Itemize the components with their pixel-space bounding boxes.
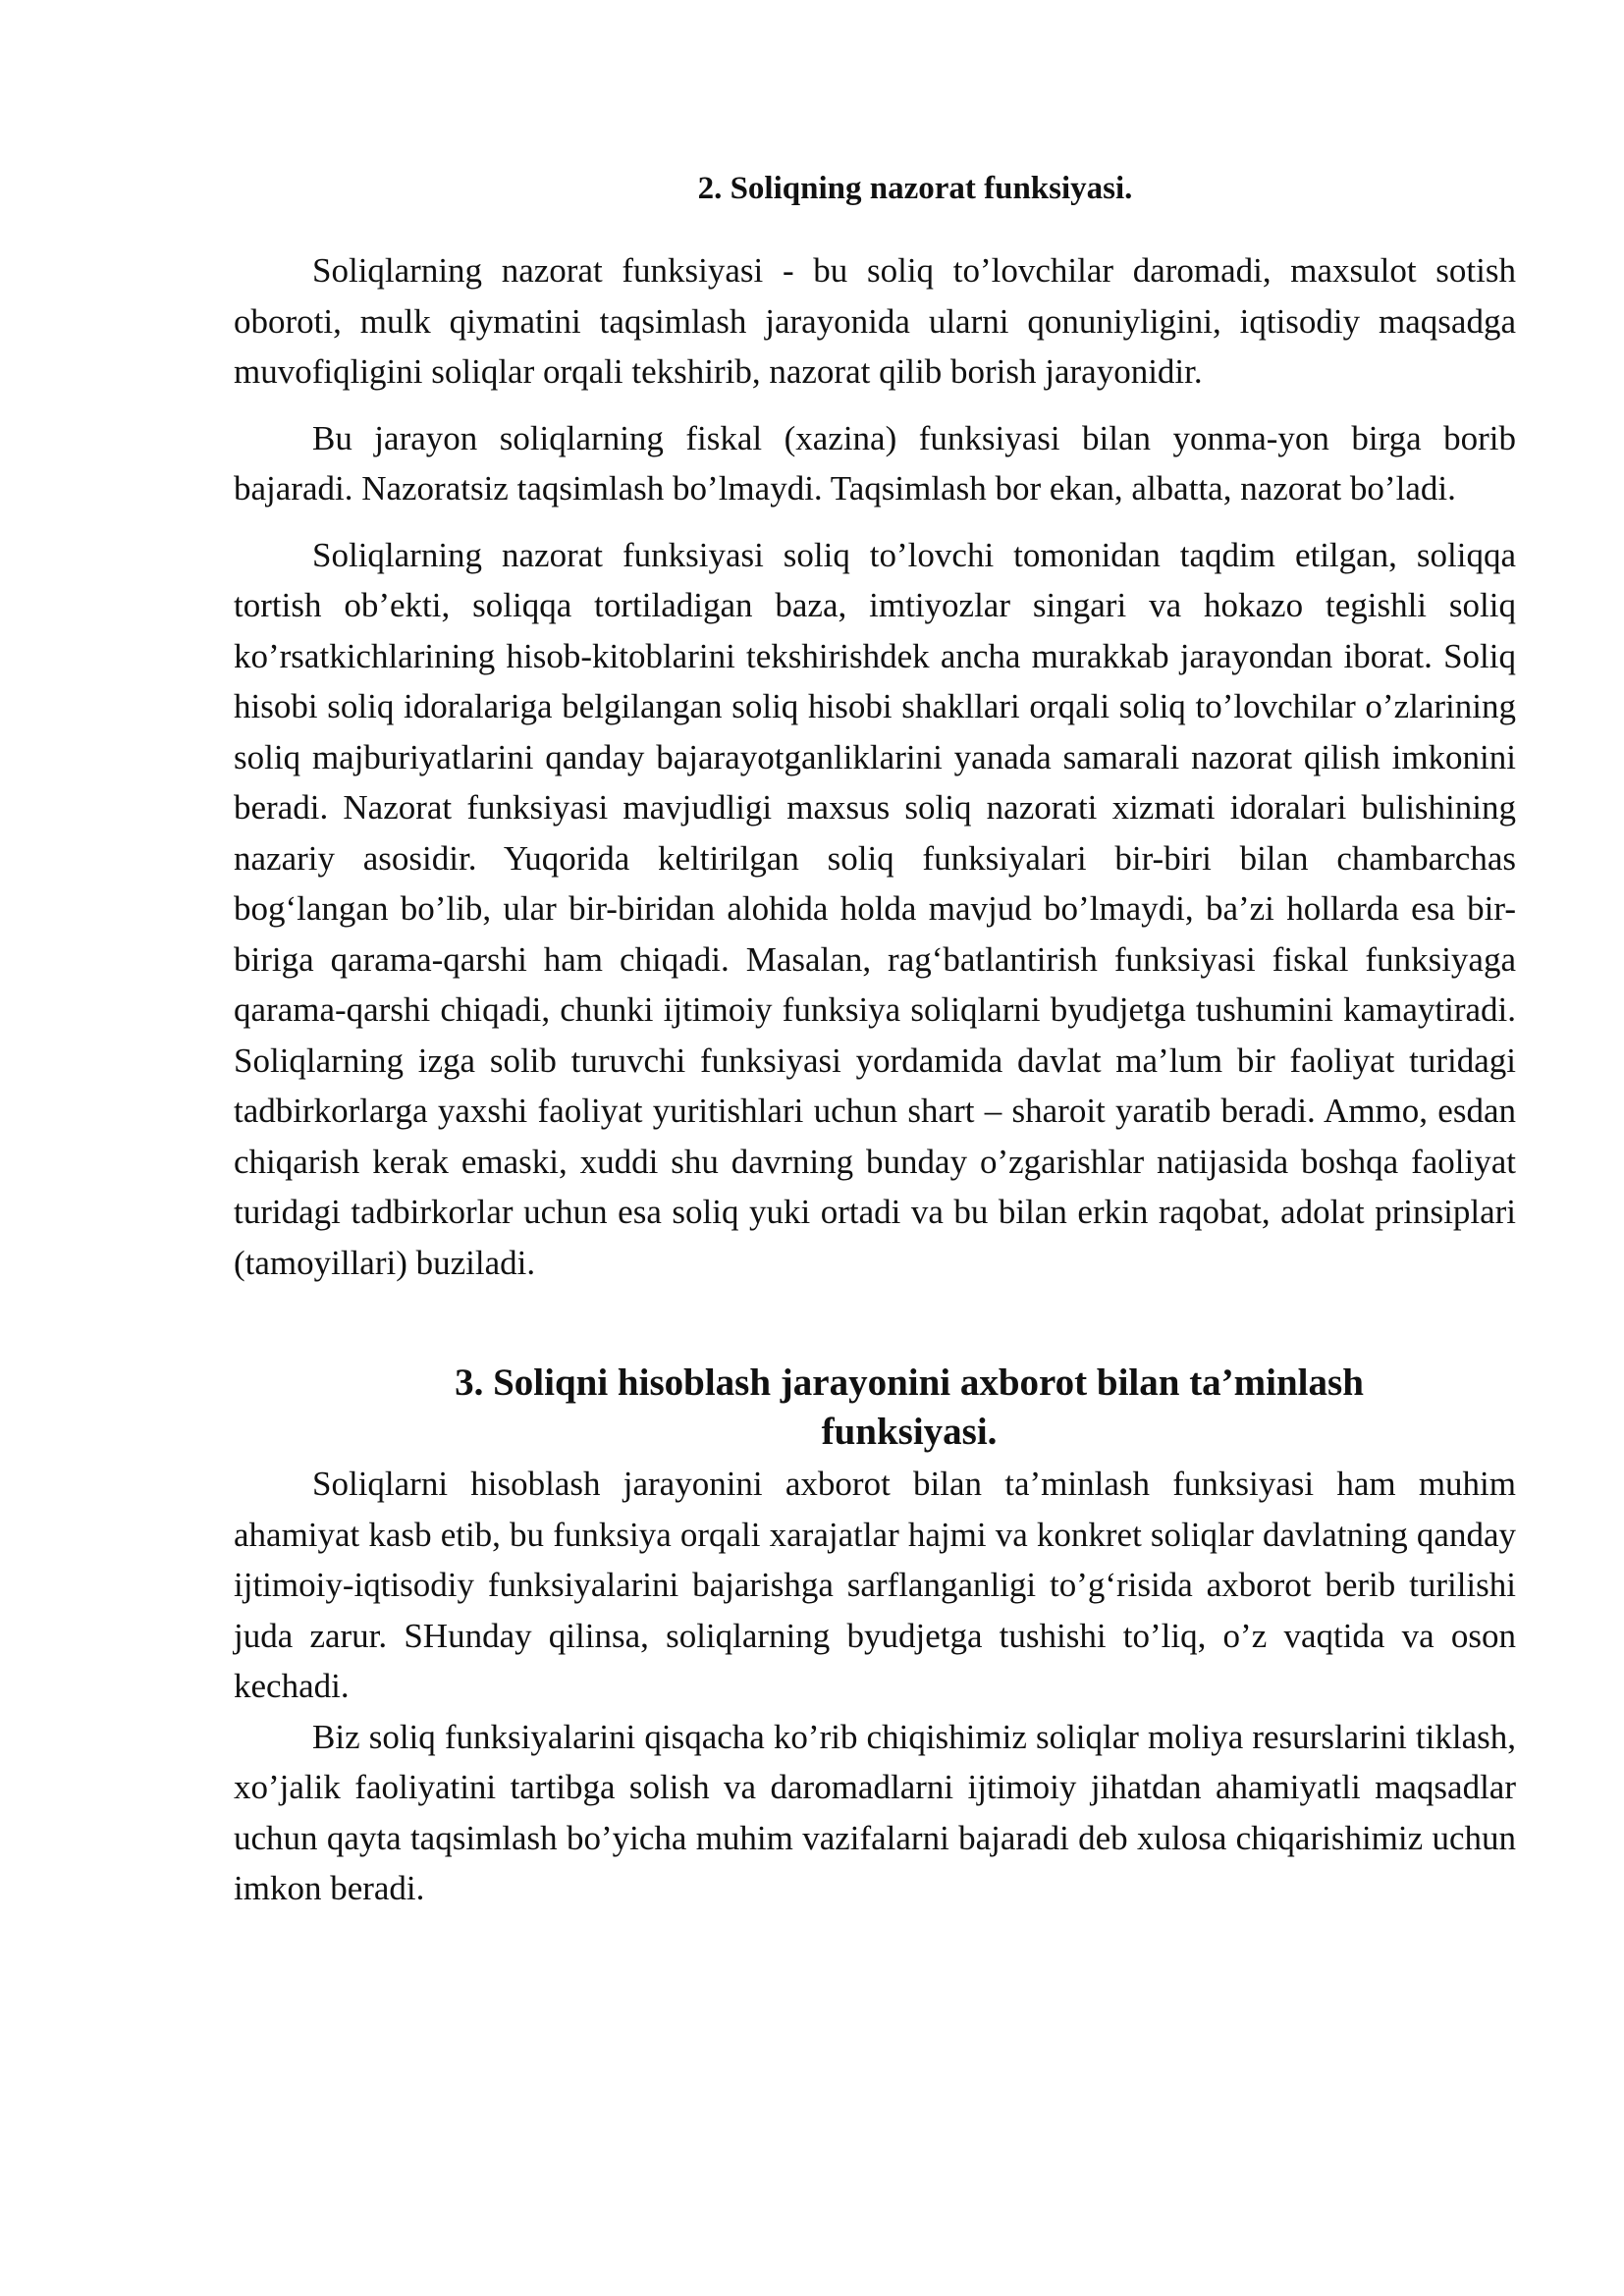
section-3-title — [234, 1359, 1516, 1457]
section-2-paragraph-1: Soliqlarning nazorat funksiyasi - bu soliq to’lovchilar daromadi, maxsulot sotish oboroti, mulk qiymatini taqsimlash jarayonida ularni qonuniyligini, iqtisodiy maqsadga muvofiqligini soliqlar orqali tekshirib, nazorat qilib borish jarayonidir. — [234, 251, 1516, 391]
section-3-paragraph-2: Biz soliq funksiyalarini qisqacha ko’rib chiqishimiz soliqlar moliya resurslarini tiklash, xo’jalik faoliyatini tartibga solish va daromadlarni ijtimoiy jihatdan ahamiyatli maqsadlar uchun qayta taqsimlash bo’yicha muhim vazifalarni bajaradi deb xulosa chiqarishimiz uchun imkon beradi. — [234, 1717, 1516, 1907]
section-2-paragraph-3: Soliqlarning nazorat funksiyasi soliq to’lovchi tomonidan taqdim etilgan, soliqqa tortish ob’ekti, soliqqa tortiladigan baza, imtiyozlar singari va hokazo tegishli soliq ko’rsatkichlarining hisob-kitoblarini tekshirishdek ancha murakkab jarayondan iborat. Soliq hisobi soliq idoralariga belgilangan soliq hisobi shakllari orqali soliq to’lovchilar o’zlarining soliq majburiyatlarini qanday bajarayotganliklarini yanada samarali nazorat qilish imkonini beradi. Nazorat funksiyasi mavjudligi maxsus soliq nazorati xizmati idoralari bulishining nazariy asosidir. Yuqorida keltirilgan soliq funksiyalari bir-biri bilan chambarchas bog‘langan bo’lib, ular bir-biridan alohida holda mavjud bo’lmaydi, ba’zi hollarda esa bir-biriga qarama-qarshi ham chiqadi. Masalan, rag‘batlantirish funksiyasi fiskal funksiyaga qarama-qarshi chiqadi, chunki ijtimoiy funksiya soliqlarni byudjetga tushumini kamaytiradi. Soliqlarning izga solib turuvchi funksiyasi yordamida davlat ma’lum bir faoliyat turidagi tadbirkorlarga yaxshi faoliyat yuritishlari uchun shart – sharoit yaratib beradi. Ammo, esdan chiqarish kerak emaski, xuddi shu davrning bunday o’zgarishlar natijasida boshqa faoliyat turidagi tadbirkorlar uchun esa soliq yuki ortadi va bu bilan erkin raqobat, adolat prinsiplari (tamoyillari) buziladi. — [234, 535, 1516, 1282]
document-page — [234, 165, 1516, 1914]
section-2-title: 2. Soliqning nazorat funksiyasi. — [697, 171, 1133, 206]
section-3-paragraph-1: Soliqlarni hisoblash jarayonini axborot bilan ta’minlash funksiyasi ham muhim ahamiyat kasb etib, bu funksiya orqali xarajatlar hajmi va konkret soliqlar davlatning qanday ijtimoiy-iqtisodiy funksiyalarini bajarishga sarflanganligi to’g‘risida axborot berib turilishi juda zarur. SHunday qilinsa, soliqlarning byudjetga tushishi to’liq, o’z vaqtida va oson kechadi. — [234, 1465, 1516, 1705]
section-3-title-line-1: 3. Soliqni hisoblash jarayonini axborot bilan ta’minlash — [455, 1362, 1364, 1404]
section-2-paragraph-2: Bu jarayon soliqlarning fiskal (xazina) funksiyasi bilan yonma-yon birga borib bajaradi. Nazoratsiz taqsimlash bo’lmaydi. Taqsimlash bor ekan, albatta, nazorat bo’ladi. — [234, 418, 1516, 507]
section-3-title-line-2: funksiyasi. — [821, 1411, 998, 1453]
